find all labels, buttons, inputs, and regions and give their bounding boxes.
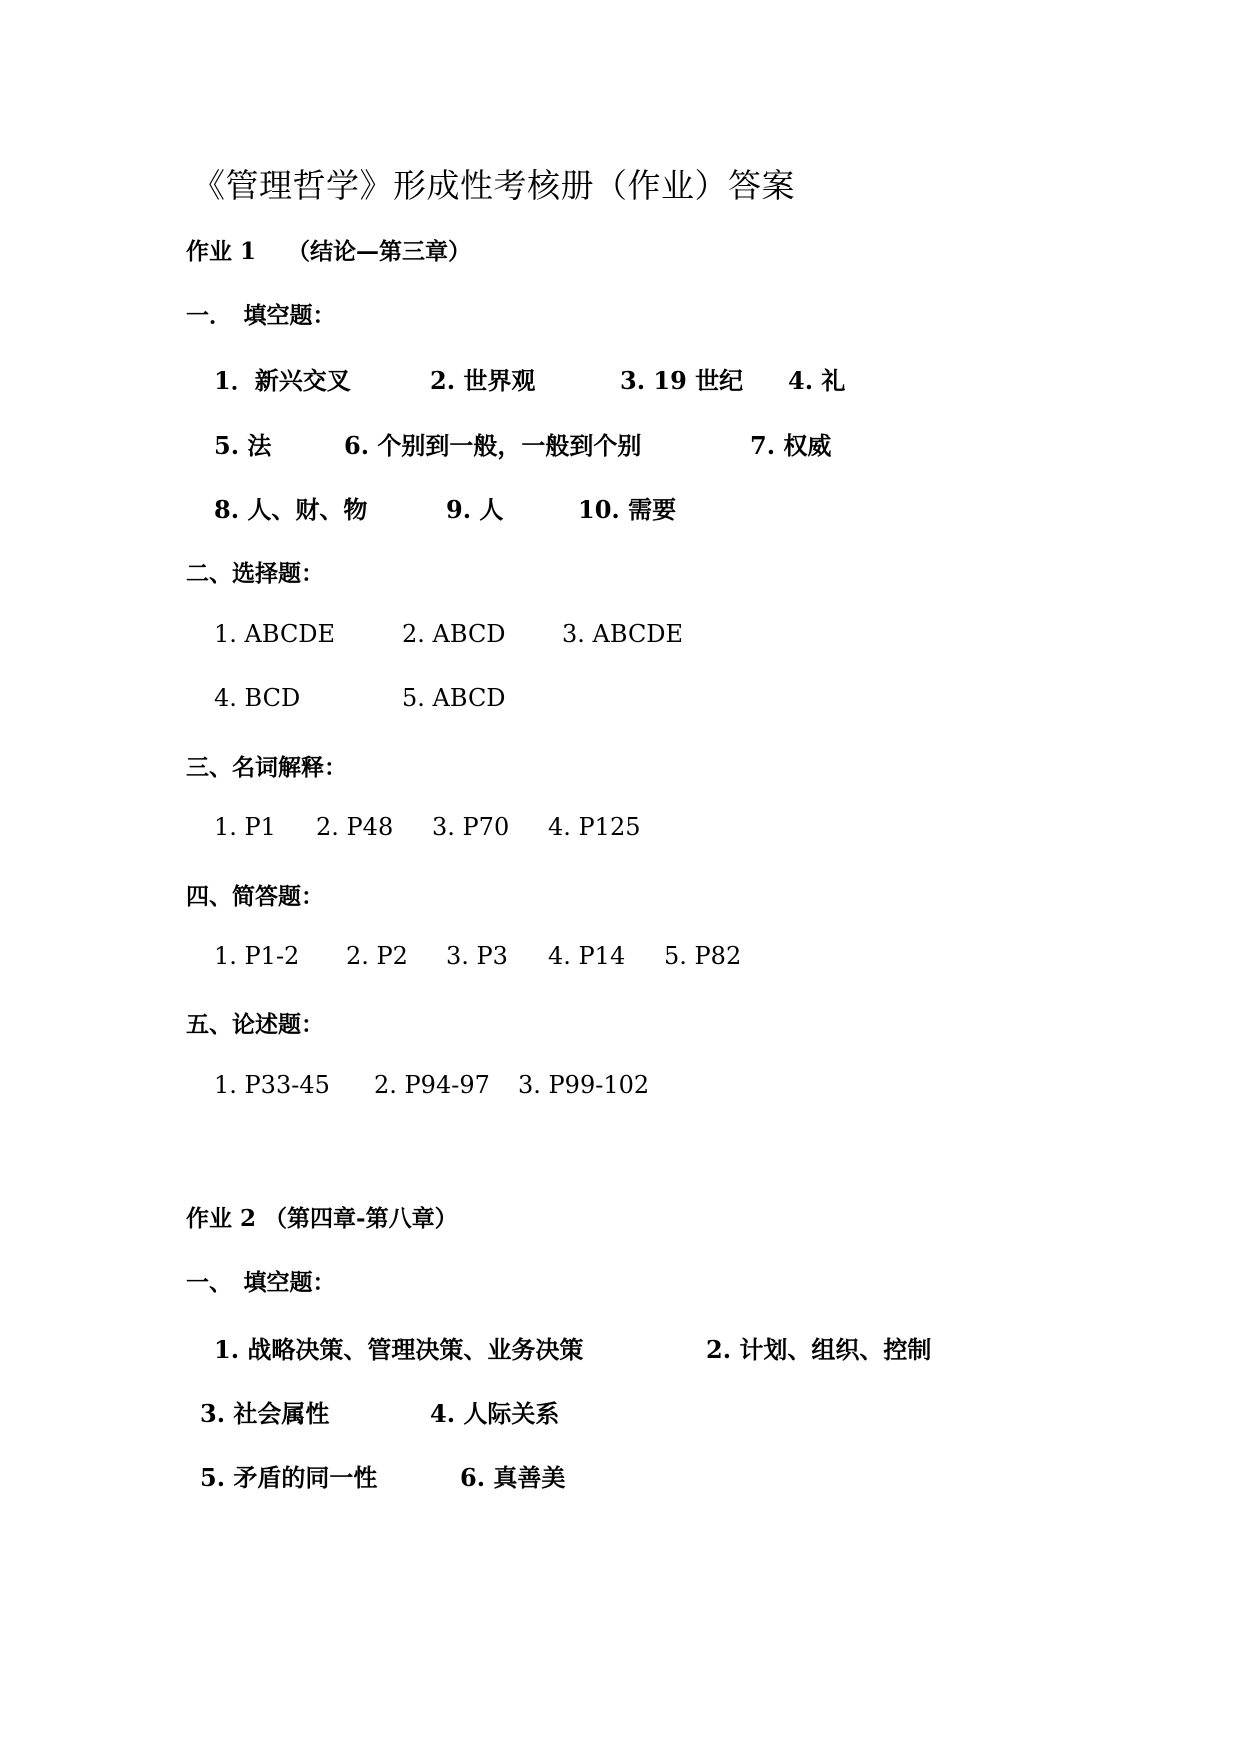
answer-item: 2. 计划、组织、控制 [706,1335,932,1364]
answer-item: 5. 法 [214,431,272,460]
answer-item: 6. 个别到一般，一般到个别 [344,431,642,460]
answer-item: 3. P3 [446,942,508,970]
answer-item: 2. P94-97 [374,1071,490,1099]
answer-item: 4. BCD [214,684,301,712]
answer-item: 2. ABCD [402,620,506,648]
answer-item: 1. ABCDE [214,620,336,648]
answer-item: 2. P48 [316,813,394,841]
hw1-multiple-choice-heading: 二、选择题： [186,560,324,587]
homework-1-heading: 作业 1 （结论—第三章） [186,238,472,265]
hw1-fill-in-heading: 一． 填空题： [186,302,336,329]
hw1-short-answer-heading: 四、简答题： [186,883,324,910]
answer-item: 4. 礼 [788,366,846,395]
answer-item: 1. P1 [214,813,276,841]
answer-item: 2. 世界观 [430,366,536,395]
answer-item: 2. P2 [346,942,408,970]
answer-item: 8. 人、财、物 [214,495,368,524]
answer-item: 4. P125 [548,813,641,841]
answer-item: 3. 社会属性 [200,1399,330,1428]
answer-item: 10. 需要 [578,495,677,524]
answer-item: 1．新兴交叉 [214,366,351,395]
answer-item: 7. 权威 [750,431,832,460]
hw1-term-explanation-heading: 三、名词解释： [186,754,347,781]
answer-item: 6. 真善美 [460,1463,566,1492]
answer-item: 3. P70 [432,813,510,841]
answer-item: 4. 人际关系 [430,1399,560,1428]
hw1-essay-heading: 五、论述题： [186,1011,324,1038]
answer-item: 5. 矛盾的同一性 [200,1463,378,1492]
answer-item: 9. 人 [446,495,504,524]
answer-item: 1. 战略决策、管理决策、业务决策 [214,1335,584,1364]
answer-item: 1. P1-2 [214,942,300,970]
answer-item: 4. P14 [548,942,626,970]
answer-item: 1. P33-45 [214,1071,330,1099]
answer-item: 5. ABCD [402,684,506,712]
hw2-fill-in-heading: 一、 填空题： [186,1269,336,1296]
answer-item: 5. P82 [664,942,742,970]
answer-item: 3. ABCDE [562,620,684,648]
document-title: 《管理哲学》形成性考核册（作业）答案 [192,166,795,205]
homework-2-heading: 作业 2 （第四章-第八章） [186,1205,458,1232]
answer-item: 3. 19 世纪 [620,366,744,395]
answer-item: 3. P99-102 [518,1071,650,1099]
